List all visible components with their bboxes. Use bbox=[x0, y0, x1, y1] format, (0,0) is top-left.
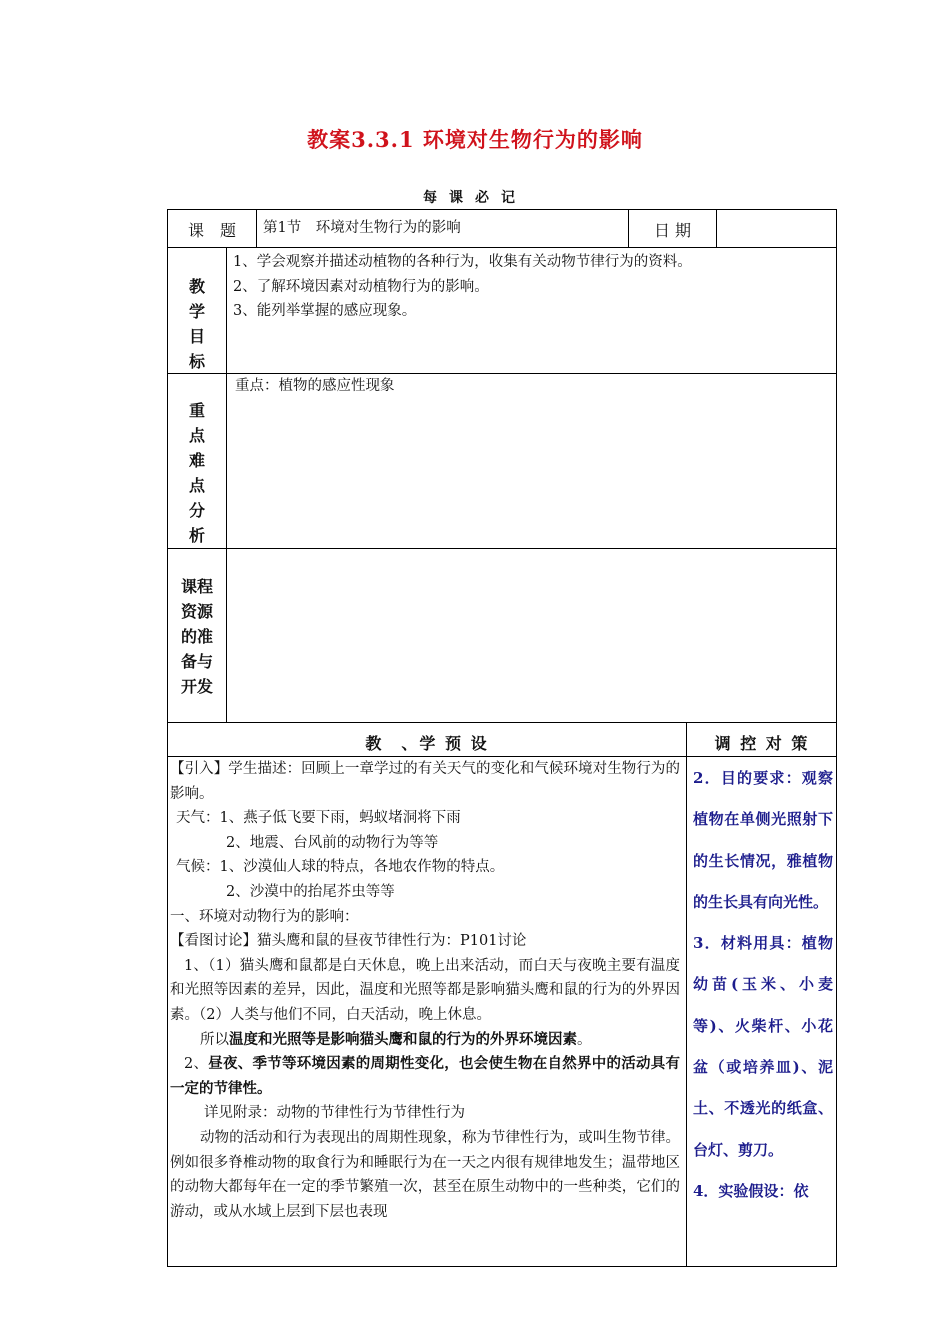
page-subtitle: 每课必记 bbox=[423, 190, 527, 206]
section-heading: 一、环境对动物行为的影响： bbox=[170, 908, 359, 925]
conclusion-paragraph: 所以温度和光照等是影响猫头鹰和鼠的行为的外界环境因素。 bbox=[200, 1030, 592, 1048]
col-divider bbox=[716, 209, 717, 247]
strategy-item: 3．材料用具：植物幼苗(玉米、小麦等)、火柴杆、小花盆（或培养皿)、泥土、不透光的纸盒、台灯、剪刀。 bbox=[693, 934, 833, 1159]
objective-item: 3、能列举掌握的感应现象。 bbox=[233, 303, 417, 319]
objective-item: 1、学会观察并描述动植物的各种行为，收集有关动物节律行为的资料。 bbox=[233, 254, 692, 270]
col-divider bbox=[686, 722, 687, 1267]
col-divider bbox=[256, 209, 257, 247]
strategy-item: 2．目的要求：观察植物在单侧光照射下的生长情况，雅植物的生长具有向光性。 bbox=[693, 769, 833, 911]
objective-item: 2、了解环境因素对动植物行为的影响。 bbox=[233, 278, 489, 295]
intro-paragraph: 【引入】学生描述：回顾上一章学过的有关天气的变化和气候环境对生物行为的影响。 bbox=[170, 761, 680, 802]
teaching-content bbox=[170, 757, 680, 1224]
strategy-item: 4．实验假设：依 bbox=[693, 1181, 809, 1200]
col-divider bbox=[226, 247, 227, 722]
weather-item: 2、地震、台风前的动物行为等等 bbox=[226, 834, 439, 851]
row-divider bbox=[167, 722, 837, 723]
row-divider bbox=[167, 247, 837, 248]
appendix-paragraph: 动物的活动和行为表现出的周期性现象，称为节律性行为，或叫生物节律。例如很多脊椎动物的取食行为和睡眠行为在一天之内很有规律地发生；温带地区的动物大都每年在一定的季节繁殖一次，甚至在原生动物中的一些种类，它们的游动，或从水域上层到下层也表现 bbox=[170, 1129, 680, 1220]
appendix-reference: 详见附录：动物的节律性行为节律性行为 bbox=[204, 1105, 465, 1122]
rhythm-paragraph: 2、昼夜、季节等环境因素的周期性变化，也会使生物在自然界中的活动具有一定的节律性。 bbox=[170, 1055, 680, 1097]
objectives-label: 教 学 目 标 bbox=[188, 277, 205, 371]
resources-label: 课程 资源 的准 备与 开发 bbox=[180, 577, 213, 696]
control-strategy-content bbox=[693, 758, 833, 1212]
control-strategy-header: 调 控 对 策 bbox=[714, 734, 810, 753]
climate-item: 2、沙漠中的抬尾芥虫等等 bbox=[226, 883, 395, 900]
key-points-text: 重点：植物的感应性现象 bbox=[235, 378, 395, 394]
topic-label: 课 题 bbox=[187, 221, 236, 240]
topic-value: 第1节 环境对生物行为的影响 bbox=[263, 220, 461, 236]
climate-item: 气候：1、沙漠仙人球的特点，各地农作物的特点。 bbox=[176, 859, 505, 876]
page-title: 教案3.3.1 环境对生物行为的影响 bbox=[307, 127, 643, 152]
row-divider bbox=[167, 548, 837, 549]
weather-item: 天气：1、燕子低飞要下雨，蚂蚁堵洞将下雨 bbox=[176, 810, 461, 827]
discussion-paragraph: 1、（1）猫头鹰和鼠都是白天休息，晚上出来活动，而白天与夜晚主要有温度和光照等因素的差异，因此，温度和光照等都是影响猫头鹰和鼠的行为的外界因素。（2）人类与他们不同，白天活动，晚上休息。 bbox=[170, 957, 680, 1023]
key-points-label: 重 点 难 点 分 析 bbox=[188, 401, 205, 545]
discussion-heading: 【看图讨论】猫头鹰和鼠的昼夜节律性行为：P101讨论 bbox=[170, 933, 527, 950]
date-label: 日 期 bbox=[653, 221, 692, 240]
teach-plan-header: 教 、学 预 设 bbox=[365, 734, 489, 753]
objectives-list bbox=[233, 250, 833, 324]
